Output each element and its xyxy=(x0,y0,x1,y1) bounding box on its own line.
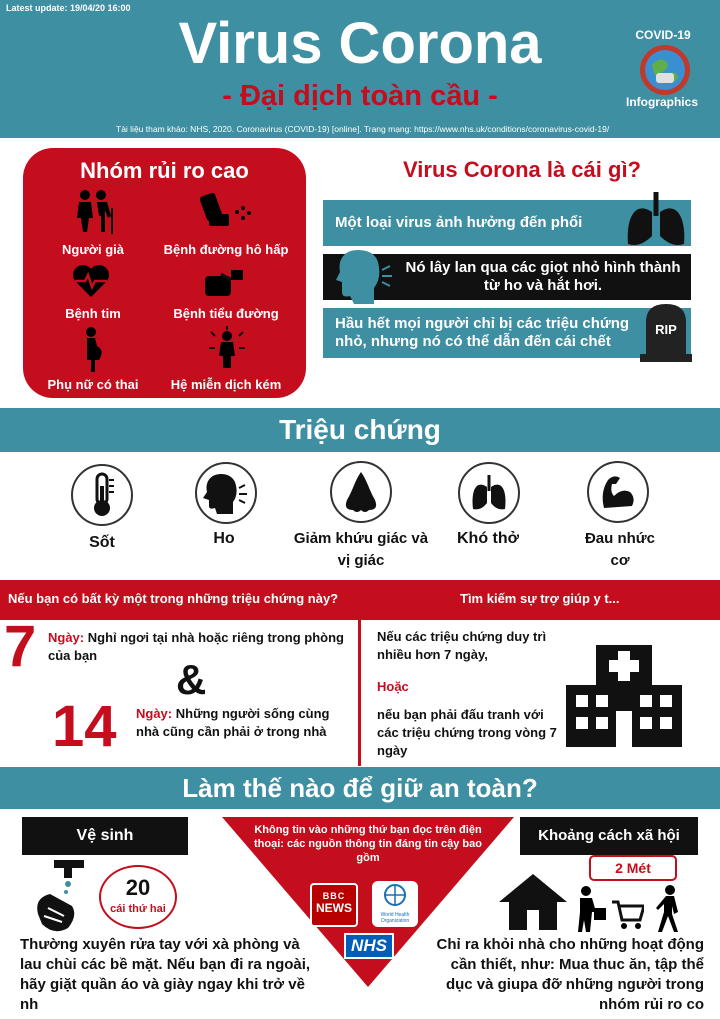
symptom-smell: Giảm khứu giác và vị giác xyxy=(293,530,429,569)
who-logo xyxy=(372,881,418,927)
risk-item-pregnant: Phụ nữ có thai xyxy=(47,377,139,392)
risk-group-title: Nhóm rủi ro cao xyxy=(80,158,249,183)
fact-lungs-text: Một loại virus ảnh hưởng đến phổi xyxy=(335,214,583,231)
fever-icon xyxy=(71,464,133,526)
coughing-icon xyxy=(334,248,396,309)
divider xyxy=(358,620,361,766)
pregnant-icon xyxy=(79,326,107,377)
inhaler-icon xyxy=(199,190,253,237)
news-label: NEWS xyxy=(316,901,352,915)
risk-item-respiratory: Bệnh đường hô hấp xyxy=(163,242,289,257)
safety-banner xyxy=(0,767,720,809)
two-meters-badge xyxy=(589,855,677,881)
header-banner xyxy=(0,0,720,138)
infographics-label: Infographics xyxy=(625,95,698,109)
two-meters-label: 2 Mét xyxy=(615,860,651,876)
symptom-breath: Khó thở xyxy=(456,530,520,547)
weak-immune-icon xyxy=(205,324,249,375)
risk-item-heart: Bệnh tim xyxy=(65,306,121,321)
lungs-small-icon xyxy=(458,462,520,524)
twenty-label: cái thứ hai xyxy=(110,903,166,915)
trust-text: Không tin vào những thứ bạn đọc trên điện thoại: các nguồn thông tin đáng tin cậy bao gồm xyxy=(254,824,482,864)
handwash-icon xyxy=(34,858,92,939)
shopping-person-icon xyxy=(572,886,608,937)
help-title: Tìm kiếm sự trợ giúp y t... xyxy=(460,591,620,606)
hygiene-text: Thường xuyên rửa tay với xà phòng và lau chùi các bề mặt. Nếu bạn đi ra ngoài, hãy giặt quần áo và giày ngay khi trở về nh xyxy=(20,936,311,1013)
symptom-muscle: Đau nhức cơ xyxy=(584,530,656,569)
exercise-person-icon xyxy=(654,884,684,939)
bbc-label: BBC xyxy=(322,891,346,901)
distance-text: Chỉ ra khỏi nhà cho những hoạt động cần thiết, như: Mua thuc ăn, tập thể dục và giupa đỡ những người trong nhóm rủi ro co xyxy=(436,936,704,1013)
hygiene-title: Vệ sinh xyxy=(76,827,134,844)
twenty-number: 20 xyxy=(125,875,151,900)
or-label: Hoặc xyxy=(377,679,409,694)
safety-title: Làm thế nào để giữ an toàn? xyxy=(182,773,538,803)
symptoms-title: Triệu chứng xyxy=(279,414,441,445)
page-subtitle: - Đại dịch toàn cầu - xyxy=(222,80,498,112)
cart-icon xyxy=(610,898,644,935)
fact-symptoms xyxy=(323,308,691,358)
risk-item-immune: Hệ miễn dịch kém xyxy=(170,377,282,392)
cough-icon xyxy=(195,462,257,524)
bbc-news-logo xyxy=(310,883,358,927)
what-is-title: Virus Corona là cái gì? xyxy=(403,157,641,182)
heart-icon xyxy=(71,263,111,304)
fact-spread-text: Nó lây lan qua các giọt nhỏ hình thành từ ho và hắt hơi. xyxy=(405,259,681,294)
seven-days-label: Ngày: xyxy=(48,630,85,645)
elderly-icon xyxy=(71,188,115,239)
ampersand: & xyxy=(176,656,207,703)
nhs-logo xyxy=(344,933,394,959)
risk-item-elderly: Người già xyxy=(62,242,124,257)
tombstone-icon xyxy=(640,300,692,362)
hygiene-header xyxy=(22,817,188,855)
if-symptoms-banner xyxy=(0,580,720,620)
risk-item-diabetes: Bệnh tiểu đường xyxy=(173,306,279,321)
distance-title: Khoảng cách xã hội xyxy=(538,827,680,844)
lungs-icon xyxy=(624,190,688,255)
covid-label: COVID-19 xyxy=(635,28,691,42)
house-icon xyxy=(497,872,569,935)
help-text-1: Nếu các triệu chứng duy trì nhiều hơn 7 ngày, xyxy=(377,629,547,662)
fourteen-days-text xyxy=(136,705,356,741)
seven-days-number: 7 xyxy=(4,614,37,679)
nose-icon xyxy=(330,461,392,523)
rip-text: RIP xyxy=(655,322,677,337)
seven-days-desc: Nghỉ ngơi tại nhà hoặc riêng trong phòng của bạn xyxy=(48,630,344,663)
fourteen-days-number: 14 xyxy=(52,694,117,759)
fact-symptoms-text: Hầu hết mọi người chỉ bị các triệu chứng nhỏ, nhưng nó có thể dẫn đến cái chết xyxy=(335,315,630,350)
muscle-icon xyxy=(587,461,649,523)
risk-group-panel xyxy=(23,148,306,398)
reference: Tài liệu tham khảo: NHS, 2020. Coronavirus (COVID-19) [online]. Trang mạng: https://www.nhs.uk/conditions/coronavirus-covid-19/ xyxy=(116,124,610,134)
symptoms-banner xyxy=(0,408,720,452)
help-text-2: nếu bạn phải đấu tranh với các triệu chứng trong vòng 7 ngày xyxy=(377,707,557,758)
latest-update: Latest update: 19/04/20 16:00 xyxy=(6,3,131,13)
twenty-seconds-badge xyxy=(99,865,177,929)
globe-icon xyxy=(638,43,692,97)
hospital-icon xyxy=(566,645,682,752)
diabetes-icon xyxy=(203,266,247,305)
if-symptoms-question: Nếu bạn có bất kỳ một trong những triệu chứng này? xyxy=(8,591,339,606)
who-label: World Health Organization xyxy=(380,912,410,924)
fourteen-days-label: Ngày: xyxy=(136,706,173,721)
symptom-cough: Ho xyxy=(213,530,235,547)
nhs-label: NHS xyxy=(351,936,387,955)
fourteen-days-desc: Những người sống cùng nhà cũng cần phải ở trong nhà xyxy=(136,706,330,739)
page-title: Virus Corona xyxy=(178,11,542,76)
symptom-fever: Sốt xyxy=(89,534,115,551)
distance-header xyxy=(520,817,698,855)
